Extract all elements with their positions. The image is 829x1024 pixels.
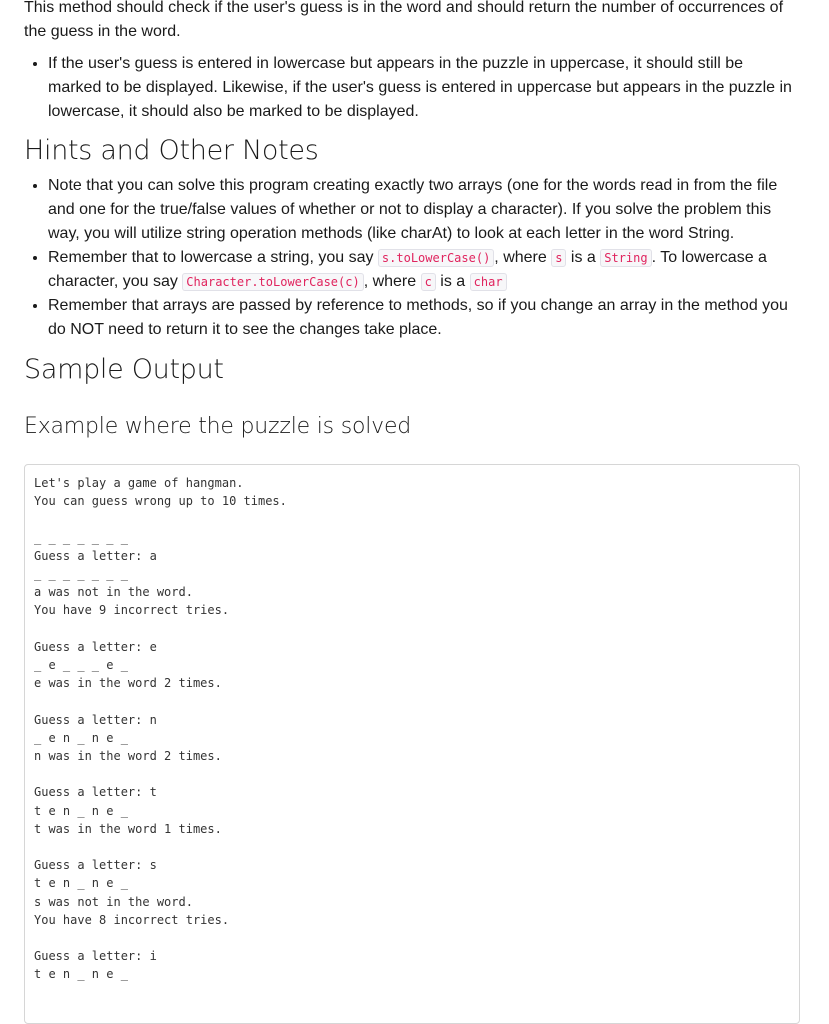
example-subheading: Example where the puzzle is solved <box>24 414 412 439</box>
inline-code: Character.toLowerCase(c) <box>182 273 363 291</box>
console-line: e was in the word 2 times. <box>34 676 222 691</box>
console-line: _ e n _ n e _ <box>34 730 128 745</box>
text-fragment: , where <box>494 249 552 266</box>
inline-code: s.toLowerCase() <box>378 249 494 267</box>
console-line: You can guess wrong up to 10 times. <box>34 494 287 509</box>
console-output-box[interactable] <box>24 464 800 1024</box>
console-line: You have 8 incorrect tries. <box>34 912 230 927</box>
console-line: _ e _ _ _ e _ <box>34 658 128 673</box>
list-item: • Note that you can solve this program creating exactly two arrays (one for the words read in from the file and one for the true/false values of whether or not to display a character). If you solve the problem this way, you will utilize string operation methods (like charAt) to look at each letter in the word String. <box>48 174 800 246</box>
console-line: _ _ _ _ _ _ _ <box>34 567 128 582</box>
inline-code: s <box>551 249 566 267</box>
console-line: t was in the word 1 times. <box>34 821 222 836</box>
intro-bullet-list <box>24 52 800 124</box>
console-line: Guess a letter: a <box>34 548 157 563</box>
text-fragment: Remember that to lowercase a string, you say <box>48 249 378 266</box>
hints-heading: Hints and Other Notes <box>24 135 319 166</box>
console-line: Let's play a game of hangman. <box>34 476 244 490</box>
console-line: Guess a letter: s <box>34 858 157 873</box>
list-item: • Remember that arrays are passed by reference to methods, so if you change an array in the method you do NOT need to return it to see the changes take place. <box>48 294 800 342</box>
console-line: You have 9 incorrect tries. <box>34 603 230 618</box>
document-content <box>24 0 800 1024</box>
console-line: t e n _ n e _ <box>34 967 128 982</box>
inline-code: char <box>470 273 507 291</box>
list-item <box>48 246 800 294</box>
inline-code: c <box>421 273 436 291</box>
text-fragment: is a <box>435 273 470 290</box>
console-line: _ _ _ _ _ _ _ <box>34 530 128 545</box>
hints-bullet-list <box>24 174 800 342</box>
console-line: Guess a letter: e <box>34 639 157 654</box>
sample-output-heading: Sample Output <box>24 354 224 385</box>
console-text <box>34 474 790 984</box>
console-line: s was not in the word. <box>34 894 193 909</box>
text-fragment: is a <box>566 249 601 266</box>
text-fragment: . To lowercase a character, you say <box>48 249 767 290</box>
console-line: t e n _ n e _ <box>34 876 128 891</box>
console-line: Guess a letter: t <box>34 785 157 800</box>
console-line: Guess a letter: n <box>34 712 157 727</box>
console-line: Guess a letter: i <box>34 949 157 964</box>
console-line: t e n _ n e _ <box>34 803 128 818</box>
inline-code: String <box>600 249 651 267</box>
list-item: • If the user's guess is entered in lowercase but appears in the puzzle in uppercase, it should still be marked to be displayed. Likewise, if the user's guess is entered in uppercase but appears in the puzzle in lowercase, it should also be marked to be displayed. <box>48 52 800 124</box>
console-line: a was not in the word. <box>34 585 193 600</box>
intro-paragraph: This method should check if the user's guess is in the word and should return the number of occurrences of the guess in the word. <box>24 0 784 40</box>
console-line: n was in the word 2 times. <box>34 749 222 764</box>
text-fragment: , where <box>363 273 421 290</box>
